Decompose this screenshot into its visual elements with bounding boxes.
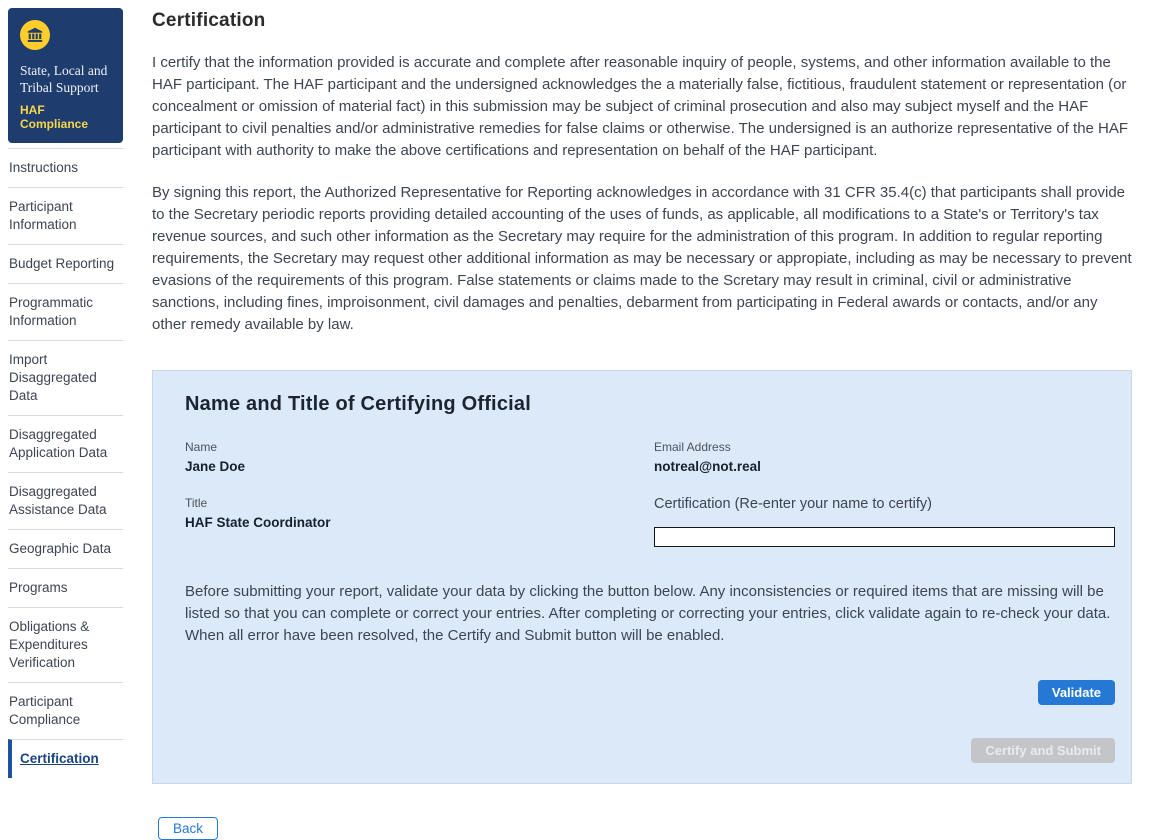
sidebar-item-geographic-data[interactable]: Geographic Data <box>8 529 123 568</box>
name-field <box>185 440 654 474</box>
certify-and-submit-button[interactable]: Certify and Submit <box>971 738 1115 763</box>
email-label: Email Address <box>654 440 731 454</box>
validate-button-row <box>185 680 1115 705</box>
certify-button-row <box>185 738 1115 763</box>
sidebar-item-instructions[interactable]: Instructions <box>8 148 123 187</box>
certification-input-label: Certification (Re-enter your name to certify) <box>654 496 933 512</box>
signing-acknowledgement-paragraph: By signing this report, the Authorized Representative for Reporting acknowledges in accordance with 31 CFR 35.4(c) that participants shall provide to the Secretary periodic reports providing detailed accounting of the uses of funds, as applicable, all modifications to a State's or Territory's tax revenue sources, and such other information as the Secretary may require for the administration of this program. In addition to regular reporting requirements, the Secretary may request other additional information as may be necessary or appropiate, including as may be necessary to prevent evasions of the requirements of this program. False statements or claims made to the Scretary may result in criminal, civil or administrative sanctions, including fines, improisonment, civil damages and penalties, debarment from participating in Federal awards or contacts, and/or any other remedy available by law. <box>152 184 1132 333</box>
main-content <box>152 0 1132 840</box>
name-value: Jane Doe <box>185 459 246 474</box>
certification-field <box>654 496 1115 547</box>
sidebar <box>8 8 123 778</box>
sidebar-item-certification[interactable]: Certification <box>8 739 123 778</box>
certification-input[interactable] <box>654 527 1115 547</box>
certifying-official-panel <box>152 370 1132 784</box>
sidebar-item-programmatic-information[interactable]: Programmatic Information <box>8 283 123 340</box>
treasury-building-icon <box>20 20 50 50</box>
sidebar-item-disaggregated-assistance-data[interactable]: Disaggregated Assistance Data <box>8 472 123 529</box>
title-field <box>185 496 654 530</box>
product-name: HAF Compliance <box>20 103 89 131</box>
email-value: notreal@not.real <box>654 459 761 474</box>
field-grid <box>185 440 1115 569</box>
app-logo <box>8 8 123 143</box>
sidebar-item-obligations-expenditures-verification[interactable]: Obligations & Expenditures Verification <box>8 607 123 682</box>
sidebar-item-programs[interactable]: Programs <box>8 568 123 607</box>
org-name: State, Local and Tribal Support <box>20 63 108 95</box>
sidebar-item-participant-compliance[interactable]: Participant Compliance <box>8 682 123 739</box>
page-title: Certification <box>152 10 266 31</box>
sidebar-item-budget-reporting[interactable]: Budget Reporting <box>8 244 123 283</box>
sidebar-item-import-disaggregated-data[interactable]: Import Disaggregated Data <box>8 340 123 415</box>
panel-title: Name and Title of Certifying Official <box>185 393 531 415</box>
email-field <box>654 440 1115 474</box>
panel-left-column <box>185 440 654 569</box>
certification-statement-paragraph: I certify that the information provided is accurate and complete after reasonable inquiry of people, systems, and other information available to the HAF participant. The HAF participant and the undersigned acknowledges the a materially false, fictitious, fraudulent statement or representation (or concealment or omission of material fact) in this submission may be subject of criminal prosecution and also may subject myself and the HAF participant to civil penalties and/or administrative remedies for false claims or otherwise. The undersigned is an authorize representative of the HAF participant with authority to make the above certifications and representation on behalf of the HAF participant. <box>152 54 1129 159</box>
title-value: HAF State Coordinator <box>185 515 331 530</box>
sidebar-nav <box>8 148 123 778</box>
back-button[interactable]: Back <box>158 817 218 840</box>
sidebar-item-disaggregated-application-data[interactable]: Disaggregated Application Data <box>8 415 123 472</box>
validation-instructions: Before submitting your report, validate your data by clicking the button below. Any inconsistencies or required items that are missing will be listed so that you can complete or correct your entries. After completing or correcting your entries, click validate again to re-check your data. When all error have been resolved, the Certify and Submit button will be enabled. <box>185 583 1111 644</box>
validate-button[interactable]: Validate <box>1038 680 1115 705</box>
title-label: Title <box>185 496 208 510</box>
sidebar-item-participant-information[interactable]: Participant Information <box>8 187 123 244</box>
panel-right-column <box>654 440 1115 569</box>
name-label: Name <box>185 440 218 454</box>
